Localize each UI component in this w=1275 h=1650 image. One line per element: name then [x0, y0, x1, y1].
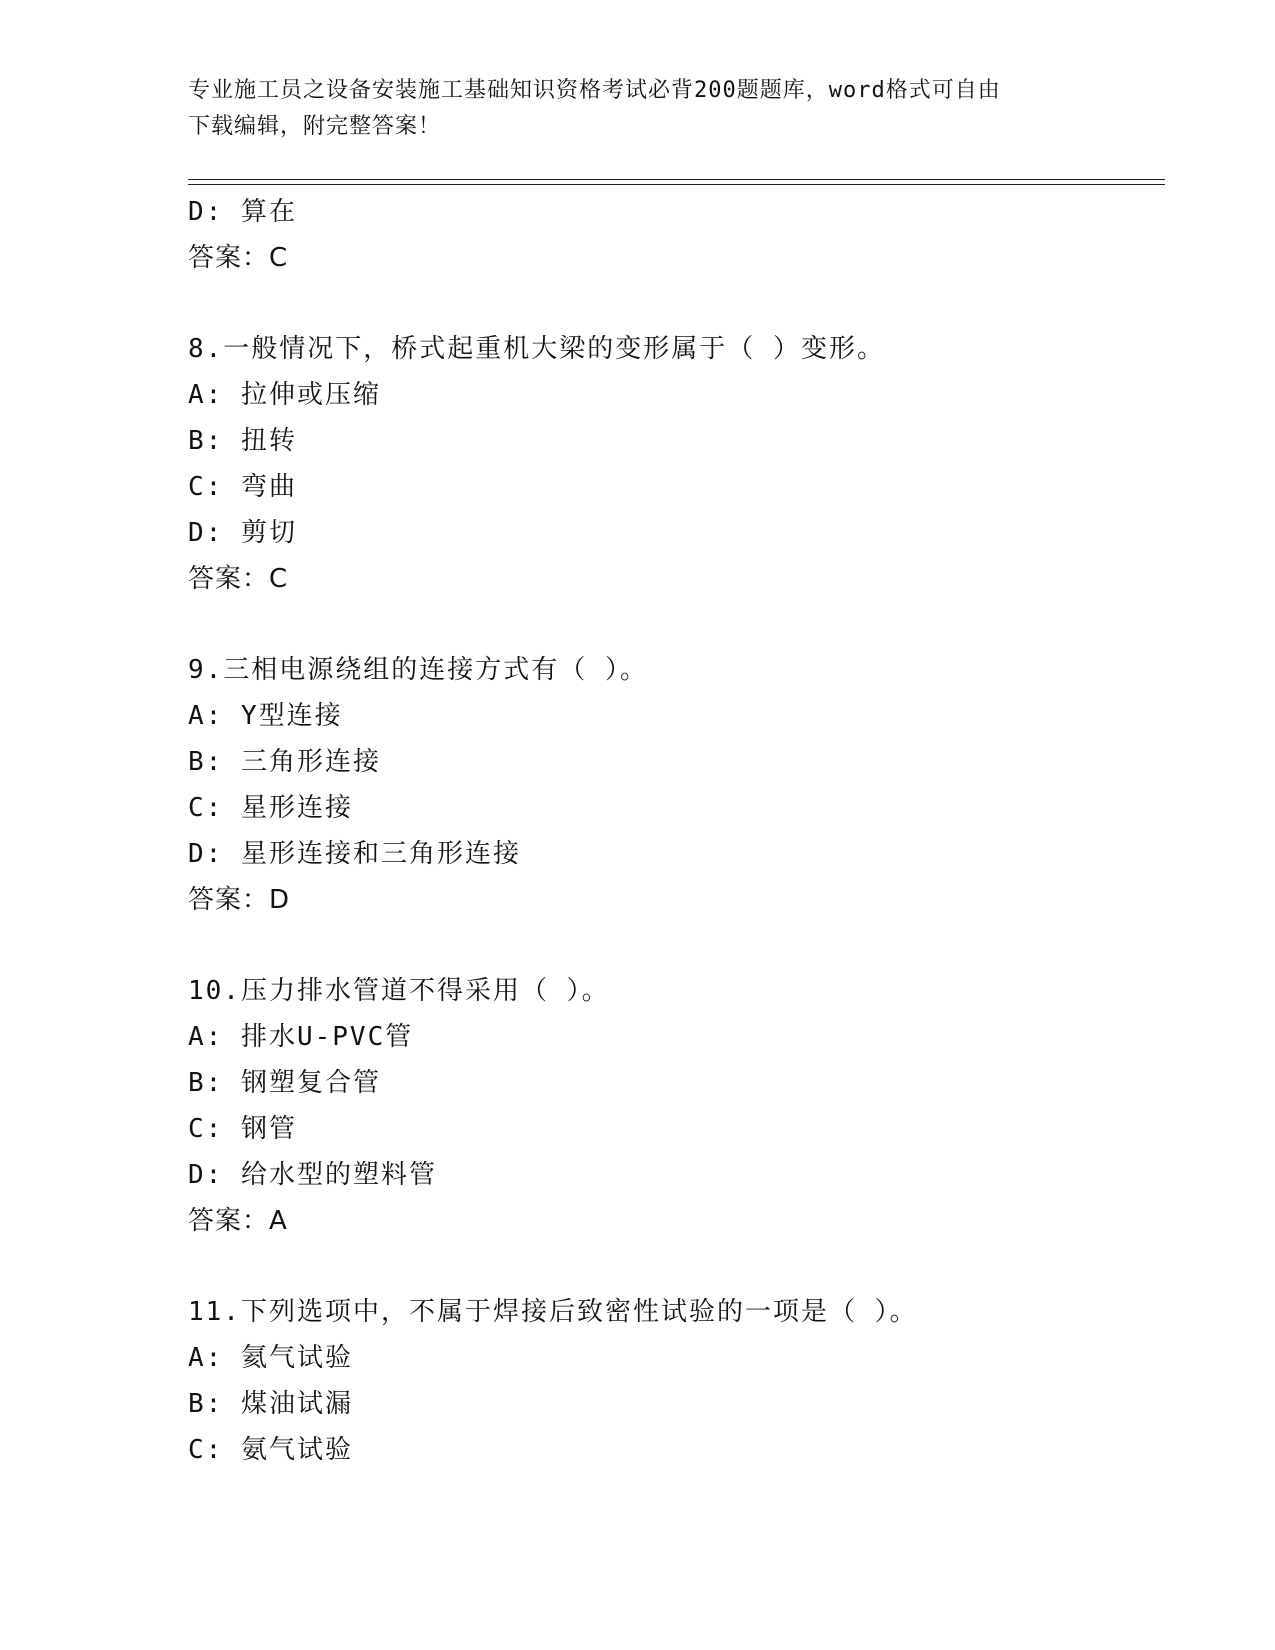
question-9: [188, 647, 1165, 923]
option-b: B: 钢塑复合管: [188, 1068, 381, 1098]
question-11: [188, 1289, 1165, 1473]
option-b: B: 煤油试漏: [188, 1389, 353, 1419]
question-stem: 9.三相电源绕组的连接方式有（ ）。: [188, 655, 648, 685]
question-stem: 8.一般情况下，桥式起重机大梁的变形属于（ ）变形。: [188, 334, 885, 364]
option-c: C: 钢管: [188, 1114, 297, 1144]
question-8: [188, 326, 1165, 602]
option-a: A: 拉伸或压缩: [188, 380, 381, 410]
option-c: C: 星形连接: [188, 793, 353, 823]
option-a: A: 排水U-PVC管: [188, 1022, 414, 1052]
question-stem: 10.压力排水管道不得采用（ ）。: [188, 976, 610, 1006]
option-c: C: 弯曲: [188, 472, 297, 502]
option-d: D: 算在: [188, 197, 297, 227]
answer-line: 答案：D: [188, 885, 291, 915]
option-a: A: Y型连接: [188, 701, 343, 731]
answer-line: 答案：C: [188, 564, 289, 594]
question-list: [188, 189, 1165, 1473]
header-rule-top: [188, 179, 1165, 180]
option-c: C: 氨气试验: [188, 1435, 353, 1465]
option-d: D: 给水型的塑料管: [188, 1160, 437, 1190]
answer-line: 答案：C: [188, 243, 289, 273]
document-header: [188, 73, 1088, 145]
option-a: A: 氦气试验: [188, 1343, 353, 1373]
header-line-2: 下载编辑，附完整答案！: [188, 114, 442, 139]
question-stem: 11.下列选项中，不属于焊接后致密性试验的一项是（ ）。: [188, 1297, 918, 1327]
question-10: [188, 968, 1165, 1244]
option-b: B: 三角形连接: [188, 747, 381, 777]
option-b: B: 扭转: [188, 426, 297, 456]
header-rule-bottom: [188, 184, 1165, 185]
answer-line: 答案：A: [188, 1206, 288, 1236]
option-d: D: 剪切: [188, 518, 297, 548]
option-d: D: 星形连接和三角形连接: [188, 839, 521, 869]
header-line-1: 专业施工员之设备安装施工基础知识资格考试必背200题题库，word格式可自由: [188, 78, 1001, 103]
